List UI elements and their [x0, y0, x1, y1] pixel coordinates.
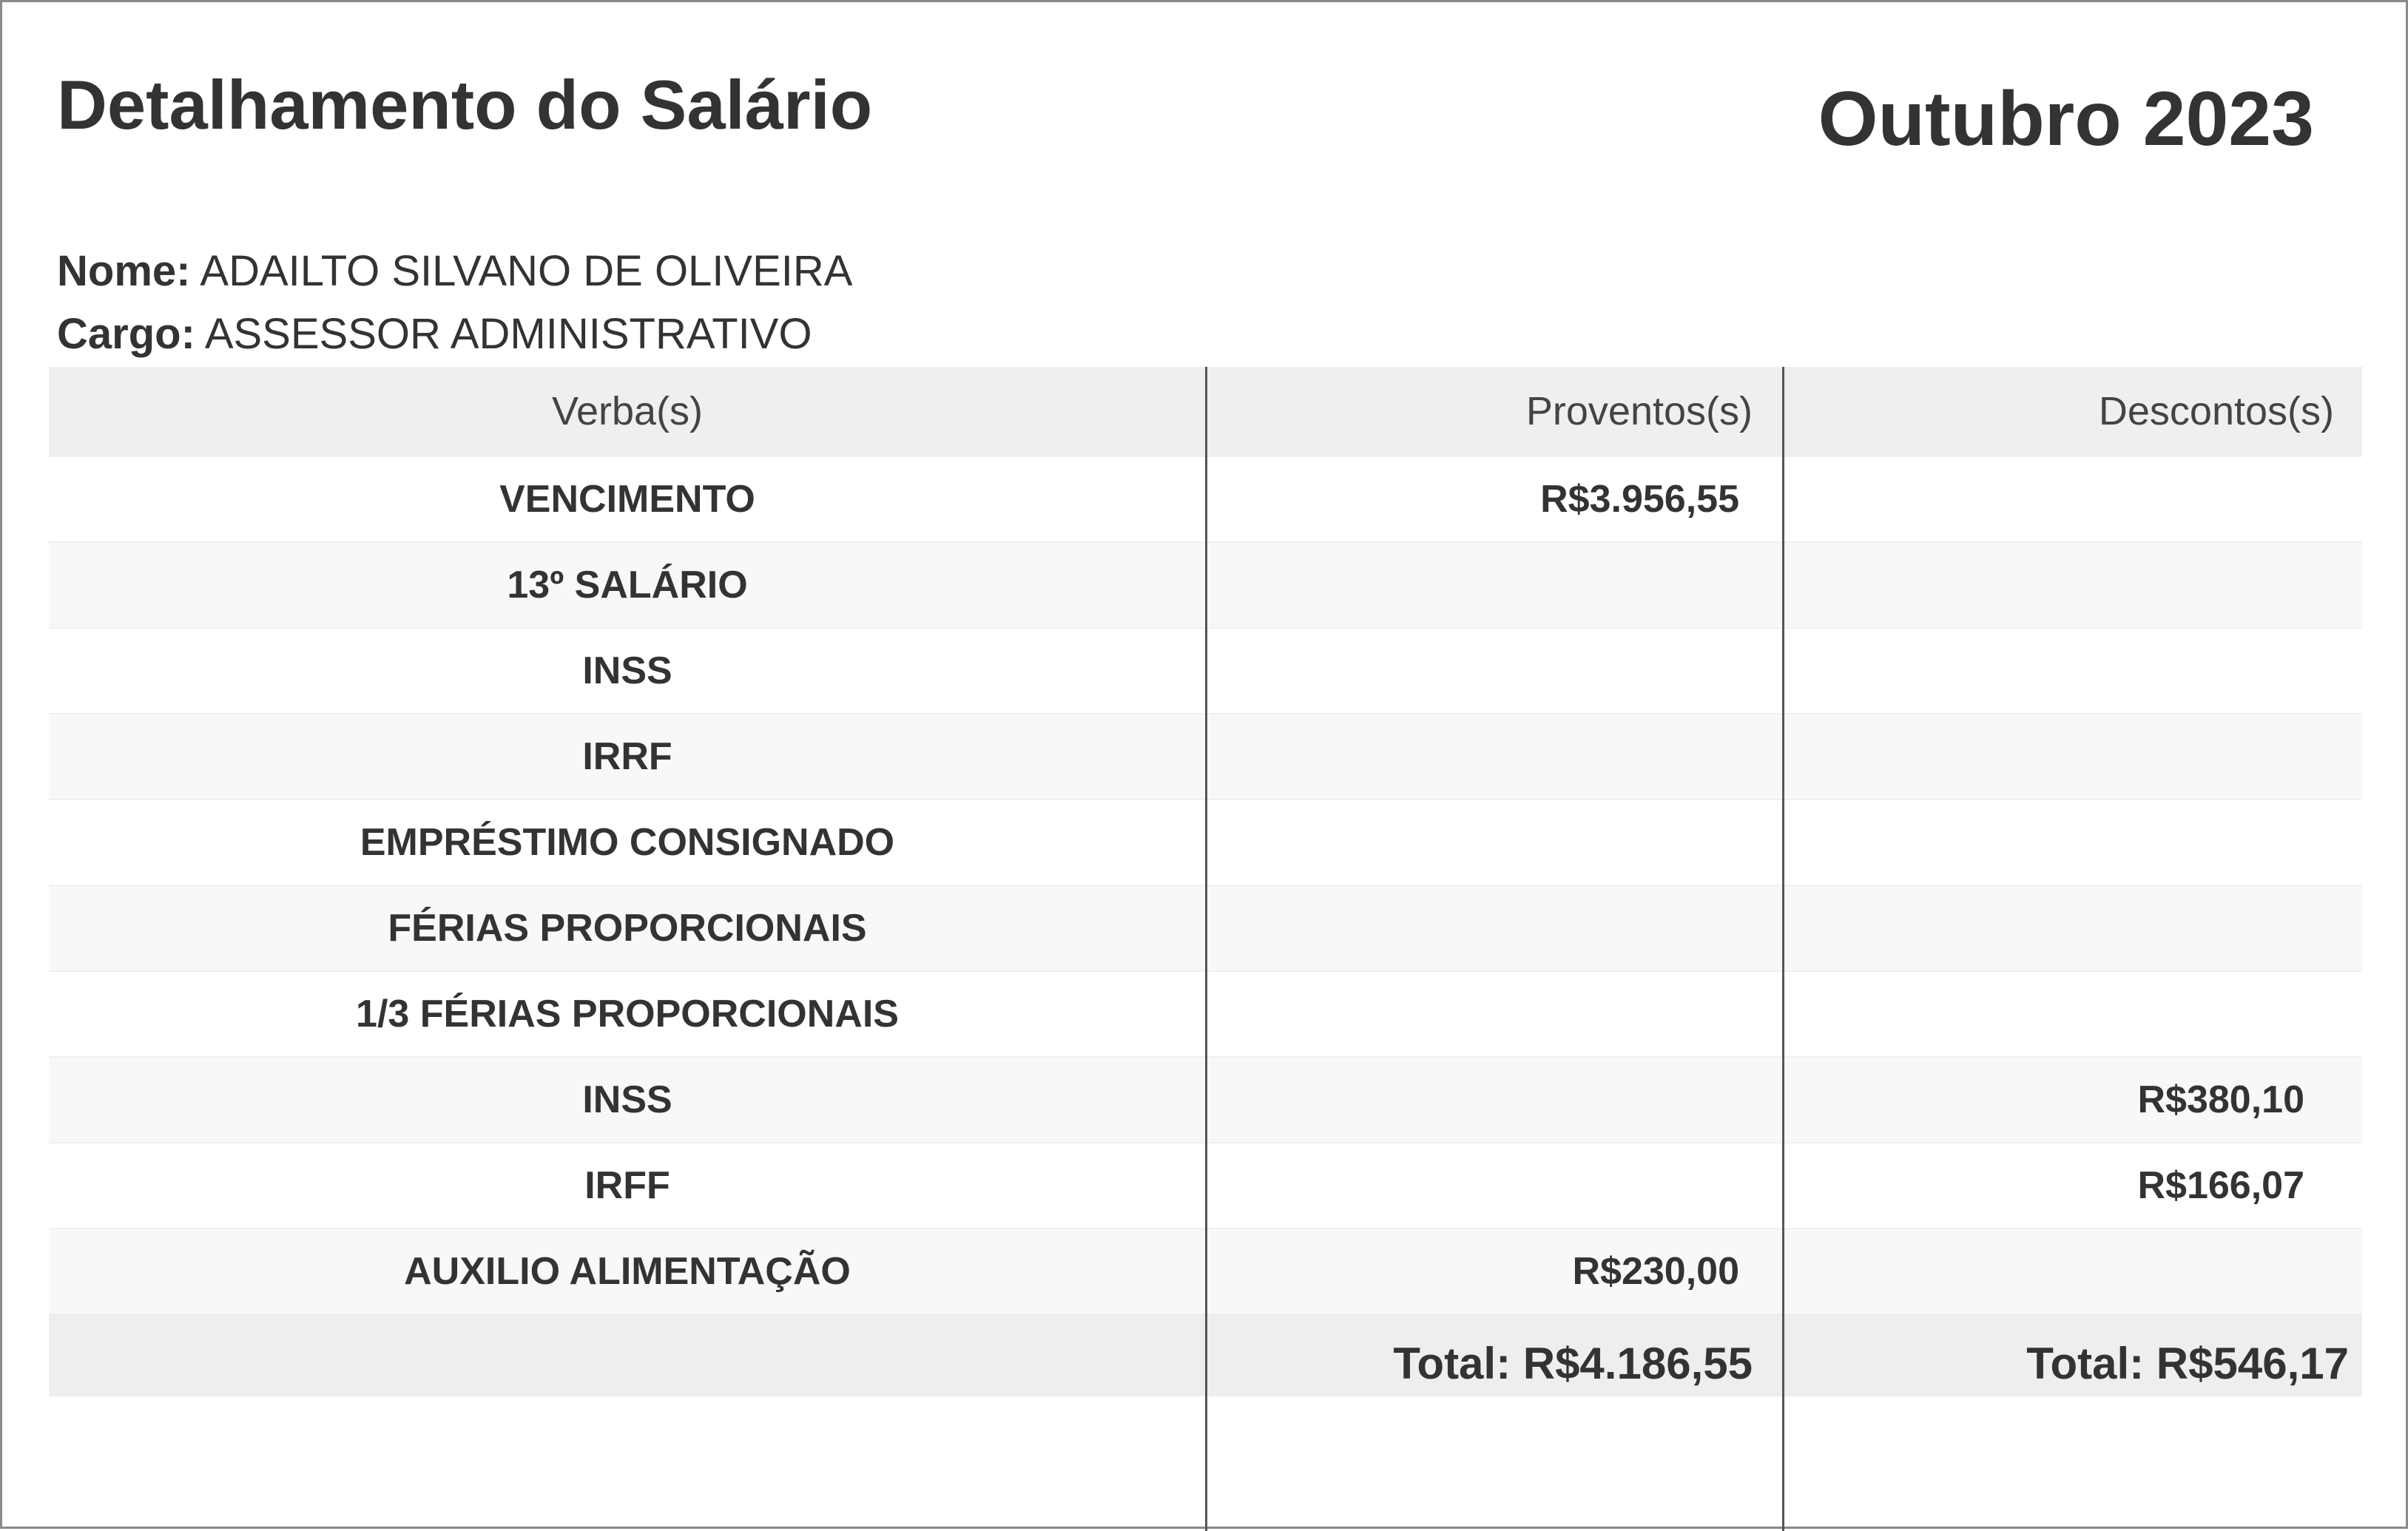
- employee-name: [57, 246, 852, 297]
- column-divider-descontos: [1782, 367, 1784, 1531]
- cell-proventos: [1206, 1143, 1784, 1228]
- cell-descontos: [1784, 714, 2362, 799]
- cell-verba: IRFF: [584, 1164, 670, 1207]
- column-header-verba: Verba(s): [551, 389, 704, 433]
- column-divider-proventos: [1205, 367, 1207, 1531]
- employee-name-label: Nome:: [57, 247, 191, 295]
- cell-proventos: [1206, 800, 1784, 885]
- cell-proventos: [1206, 714, 1784, 799]
- cell-verba: FÉRIAS PROPORCIONAIS: [388, 907, 867, 950]
- cell-proventos: [1206, 1058, 1784, 1142]
- cell-descontos: [1784, 629, 2362, 713]
- cell-verba: 13º SALÁRIO: [507, 564, 748, 606]
- cell-descontos: [1784, 543, 2362, 627]
- cell-proventos: [1206, 886, 1784, 970]
- cell-verba: VENCIMENTO: [499, 478, 755, 521]
- cell-proventos: [1206, 972, 1784, 1056]
- total-proventos: Total: R$4.186,55: [1393, 1338, 1753, 1388]
- cell-proventos: R$230,00: [1572, 1250, 1739, 1293]
- employee-name-value: ADAILTO SILVANO DE OLIVEIRA: [200, 247, 853, 295]
- column-header-descontos: Descontos(s): [2098, 389, 2334, 433]
- column-header-proventos: Proventos(s): [1525, 389, 1753, 433]
- cell-proventos: [1206, 543, 1784, 627]
- cell-proventos: R$3.956,55: [1540, 478, 1739, 521]
- totals-spacer: [49, 1314, 1206, 1396]
- cell-proventos: [1206, 629, 1784, 713]
- employee-role-value: ASSESSOR ADMINISTRATIVO: [204, 310, 812, 358]
- cell-descontos: [1784, 800, 2362, 885]
- cell-descontos: R$166,07: [2137, 1164, 2304, 1207]
- cell-descontos: R$380,10: [2137, 1078, 2304, 1121]
- cell-verba: 1/3 FÉRIAS PROPORCIONAIS: [356, 993, 899, 1035]
- cell-descontos: [1784, 972, 2362, 1056]
- cell-descontos: [1784, 1229, 2362, 1314]
- cell-verba: IRRF: [582, 735, 672, 778]
- cell-descontos: [1784, 886, 2362, 970]
- cell-verba: INSS: [582, 649, 672, 692]
- employee-role-label: Cargo:: [57, 310, 195, 358]
- period-label: Outubro 2023: [1818, 76, 2314, 162]
- total-descontos: Total: R$546,17: [2026, 1338, 2349, 1388]
- cell-verba: EMPRÉSTIMO CONSIGNADO: [360, 821, 895, 864]
- cell-verba: INSS: [582, 1078, 672, 1121]
- cell-descontos: [1784, 457, 2362, 541]
- cell-verba: AUXILIO ALIMENTAÇÃO: [404, 1250, 851, 1293]
- employee-role: [57, 308, 812, 360]
- page-title: Detalhamento do Salário: [57, 66, 873, 143]
